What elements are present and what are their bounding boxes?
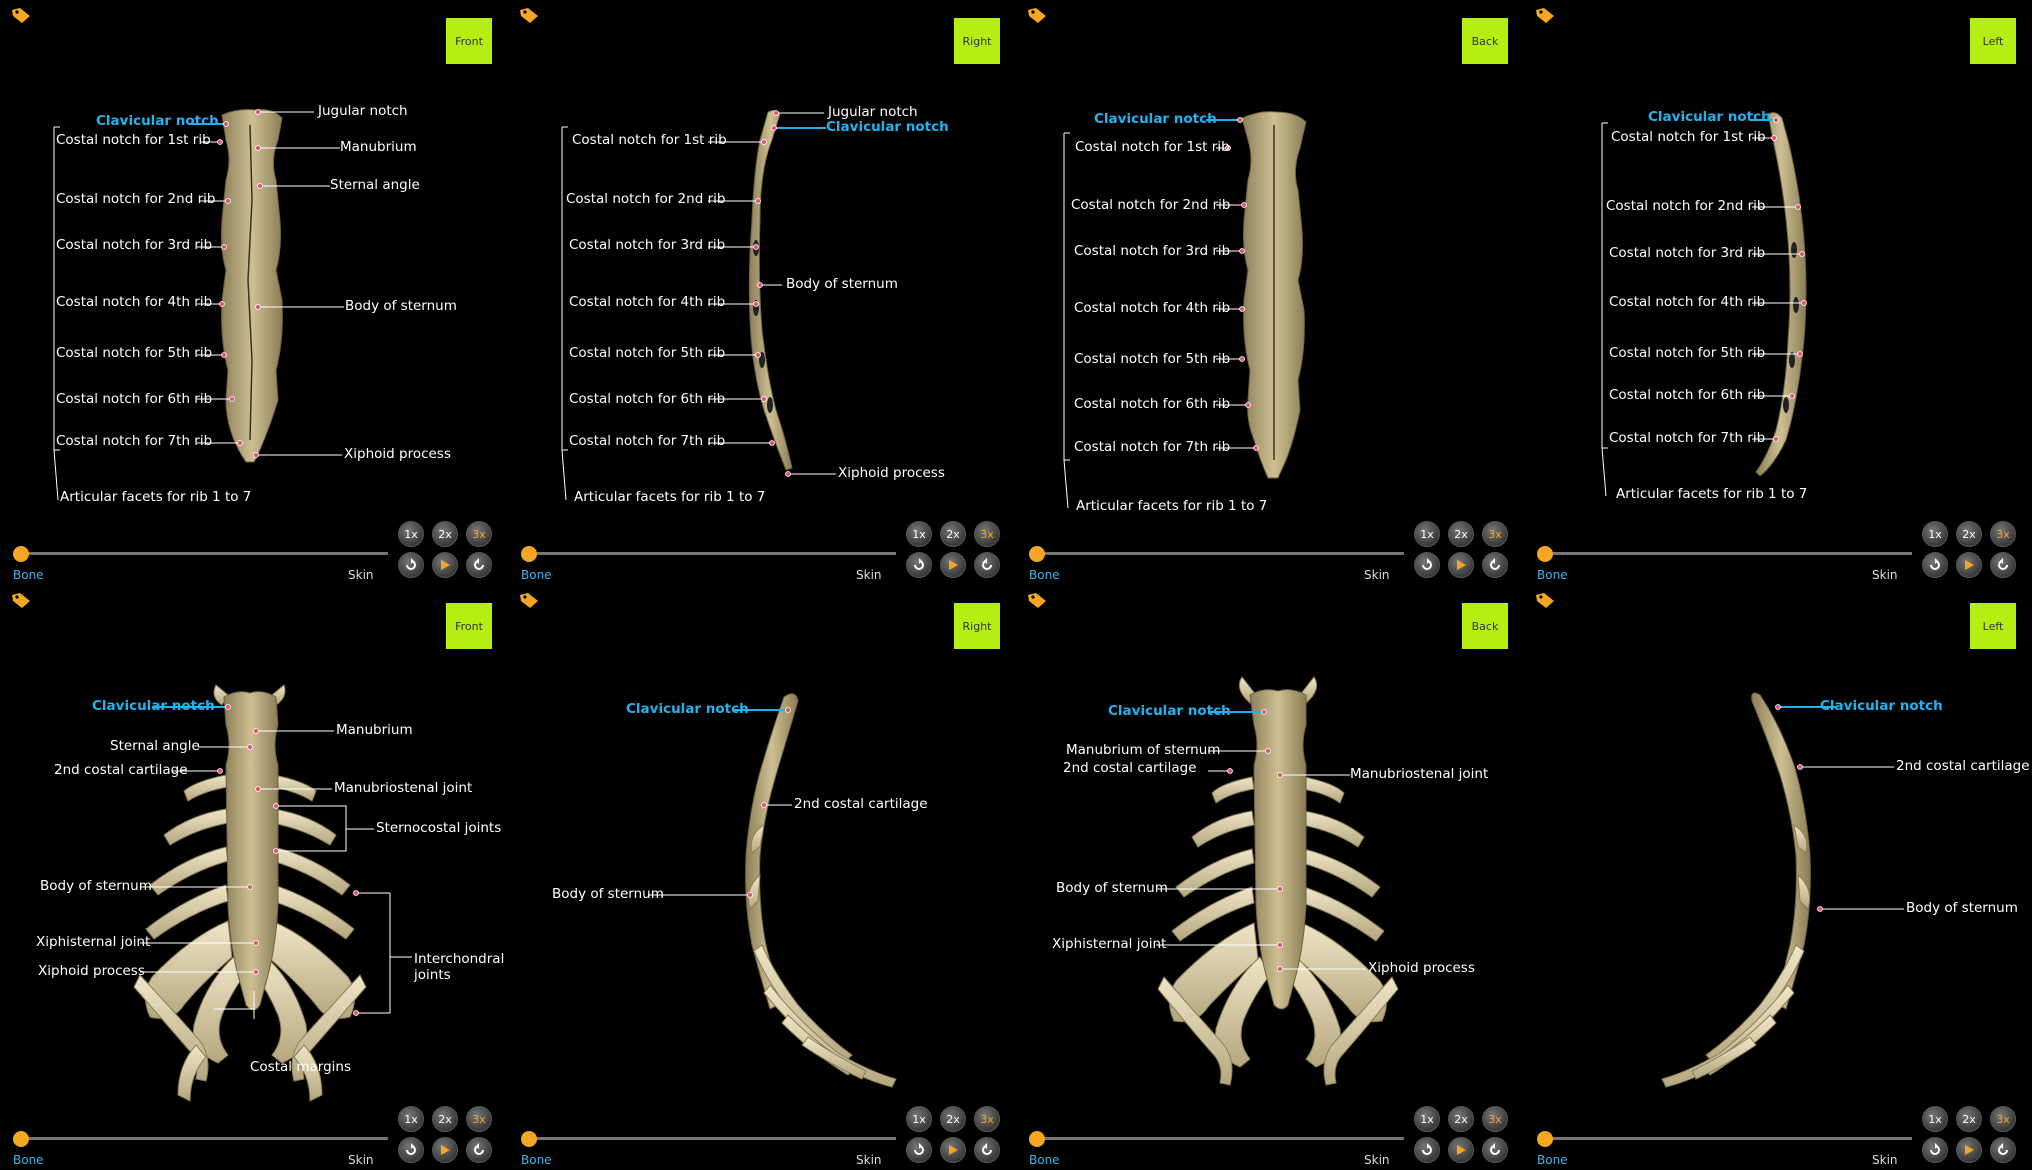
sternum-back-graphic	[1016, 0, 1524, 540]
layer-slider-track[interactable]	[1032, 1137, 1404, 1140]
rotate-left-icon	[1420, 1143, 1434, 1157]
play-icon	[438, 1143, 452, 1157]
label-costal-notch-3: Costal notch for 3rd rib	[1074, 243, 1231, 259]
label-xiphisternal-joint: Xiphisternal joint	[1052, 936, 1167, 952]
speed-3x-button[interactable]: 3x	[1482, 1106, 1508, 1132]
rotate-left-icon	[912, 1143, 926, 1157]
layer-slider-track[interactable]	[524, 552, 896, 555]
speed-1x-button[interactable]: 1x	[1414, 1106, 1440, 1132]
label-costal-notch-7: Costal notch for 7th rib	[56, 433, 213, 449]
thorax-left-graphic	[1524, 585, 2032, 1125]
label-jugular-notch: Jugular notch	[318, 103, 408, 119]
rotate-left-icon	[1928, 1143, 1942, 1157]
slider-skin-label: Skin	[1872, 1153, 1898, 1167]
label-interchondral-joints-line2: joints	[414, 967, 451, 983]
play-icon	[1962, 558, 1976, 572]
slider-bone-label: Bone	[13, 1153, 44, 1167]
play-button[interactable]	[432, 1137, 458, 1163]
speed-3x-button[interactable]: 3x	[466, 521, 492, 547]
rotate-left-icon	[1420, 558, 1434, 572]
thorax-front-graphic	[0, 585, 508, 1125]
rotate-right-button[interactable]	[1482, 1137, 1508, 1163]
label-costal-notch-4: Costal notch for 4th rib	[56, 294, 213, 310]
label-xiphoid-process: Xiphoid process	[1368, 960, 1475, 976]
label-body-of-sternum: Body of sternum	[552, 886, 664, 902]
label-2nd-costal-cartilage: 2nd costal cartilage	[54, 762, 188, 778]
label-costal-notch-4: Costal notch for 4th rib	[569, 294, 726, 310]
slider-skin-label: Skin	[856, 1153, 882, 1167]
layer-slider-track[interactable]	[16, 1137, 388, 1140]
speed-2x-button[interactable]: 2x	[1956, 521, 1982, 547]
panel-front-sternum	[0, 0, 508, 585]
view-left-button[interactable]: Left	[1970, 603, 2016, 649]
label-2nd-costal-cartilage: 2nd costal cartilage	[1063, 760, 1197, 776]
play-button[interactable]	[1956, 1137, 1982, 1163]
rotate-right-icon	[1996, 558, 2010, 572]
speed-1x-button[interactable]: 1x	[906, 1106, 932, 1132]
label-costal-notch-1: Costal notch for 1st rib	[56, 132, 211, 148]
play-button[interactable]	[940, 1137, 966, 1163]
rotate-left-button[interactable]	[906, 1137, 932, 1163]
label-body-of-sternum: Body of sternum	[40, 878, 152, 894]
label-costal-notch-7: Costal notch for 7th rib	[1609, 430, 1766, 446]
speed-2x-button[interactable]: 2x	[432, 1106, 458, 1132]
label-sternocostal-joints: Sternocostal joints	[376, 820, 502, 836]
view-left-button[interactable]: Left	[1970, 18, 2016, 64]
label-costal-notch-3: Costal notch for 3rd rib	[569, 237, 726, 253]
slider-bone-label: Bone	[521, 1153, 552, 1167]
rotate-right-icon	[980, 1143, 994, 1157]
play-icon	[946, 558, 960, 572]
panel-back-thorax	[1016, 585, 1524, 1170]
rotate-right-button[interactable]	[974, 1137, 1000, 1163]
play-button[interactable]	[1448, 552, 1474, 578]
rotate-right-icon	[472, 558, 486, 572]
play-icon	[1454, 1143, 1468, 1157]
play-button[interactable]	[432, 552, 458, 578]
rotate-right-icon	[1488, 558, 1502, 572]
sternum-left-graphic	[1524, 0, 2032, 540]
play-button[interactable]	[1956, 552, 1982, 578]
play-icon	[438, 558, 452, 572]
speed-3x-button[interactable]: 3x	[466, 1106, 492, 1132]
label-articular-facets: Articular facets for rib 1 to 7	[60, 489, 252, 505]
label-clavicular-notch: Clavicular notch	[626, 701, 749, 717]
label-costal-notch-1: Costal notch for 1st rib	[1611, 129, 1766, 145]
speed-2x-button[interactable]: 2x	[940, 521, 966, 547]
layer-slider-track[interactable]	[524, 1137, 896, 1140]
panel-right-sternum	[508, 0, 1016, 585]
slider-skin-label: Skin	[856, 568, 882, 582]
speed-3x-button[interactable]: 3x	[1482, 521, 1508, 547]
layer-slider-handle[interactable]	[13, 546, 29, 562]
label-costal-notch-3: Costal notch for 3rd rib	[1609, 245, 1766, 261]
slider-bone-label: Bone	[1029, 1153, 1060, 1167]
view-front-button[interactable]: Front	[446, 18, 492, 64]
view-front-button[interactable]: Front	[446, 603, 492, 649]
layer-slider-handle[interactable]	[1537, 1131, 1553, 1147]
speed-2x-button[interactable]: 2x	[1448, 521, 1474, 547]
play-button[interactable]	[1448, 1137, 1474, 1163]
label-articular-facets: Articular facets for rib 1 to 7	[1076, 498, 1268, 514]
slider-bone-label: Bone	[1537, 568, 1568, 582]
label-costal-notch-6: Costal notch for 6th rib	[1074, 396, 1231, 412]
label-costal-notch-6: Costal notch for 6th rib	[569, 391, 726, 407]
layer-slider-handle[interactable]	[13, 1131, 29, 1147]
slider-skin-label: Skin	[1364, 1153, 1390, 1167]
layer-slider-handle[interactable]	[521, 546, 537, 562]
rotate-left-icon	[1928, 558, 1942, 572]
label-articular-facets: Articular facets for rib 1 to 7	[1616, 486, 1808, 502]
label-body-of-sternum: Body of sternum	[345, 298, 457, 314]
rotate-right-button[interactable]	[1482, 552, 1508, 578]
label-costal-notch-1: Costal notch for 1st rib	[572, 132, 727, 148]
label-manubrium: Manubrium	[340, 139, 417, 155]
label-xiphoid-process: Xiphoid process	[38, 963, 145, 979]
speed-1x-button[interactable]: 1x	[398, 521, 424, 547]
label-costal-notch-6: Costal notch for 6th rib	[1609, 387, 1766, 403]
speed-3x-button[interactable]: 3x	[974, 1106, 1000, 1132]
label-costal-notch-5: Costal notch for 5th rib	[1609, 345, 1766, 361]
label-body-of-sternum: Body of sternum	[1906, 900, 2018, 916]
layer-slider-handle[interactable]	[1029, 1131, 1045, 1147]
rotate-right-button[interactable]	[974, 552, 1000, 578]
rotate-right-button[interactable]	[1990, 1137, 2016, 1163]
label-manubrium: Manubrium	[336, 722, 413, 738]
thorax-right-graphic	[508, 585, 1016, 1125]
label-2nd-costal-cartilage: 2nd costal cartilage	[1896, 758, 2030, 774]
label-costal-notch-2: Costal notch for 2nd rib	[566, 191, 726, 207]
label-clavicular-notch: Clavicular notch	[1820, 698, 1943, 714]
rotate-right-button[interactable]	[466, 1137, 492, 1163]
label-clavicular-notch: Clavicular notch	[1648, 109, 1771, 125]
speed-2x-button[interactable]: 2x	[940, 1106, 966, 1132]
slider-skin-label: Skin	[348, 1153, 374, 1167]
label-xiphoid-process: Xiphoid process	[344, 446, 451, 462]
play-icon	[1962, 1143, 1976, 1157]
play-icon	[946, 1143, 960, 1157]
slider-skin-label: Skin	[348, 568, 374, 582]
layer-slider-track[interactable]	[1540, 552, 1912, 555]
view-back-button[interactable]: Back	[1462, 18, 1508, 64]
label-xiphoid-process: Xiphoid process	[838, 465, 945, 481]
speed-2x-button[interactable]: 2x	[432, 521, 458, 547]
label-costal-notch-5: Costal notch for 5th rib	[569, 345, 726, 361]
speed-3x-button[interactable]: 3x	[1990, 1106, 2016, 1132]
slider-skin-label: Skin	[1364, 568, 1390, 582]
layer-slider-track[interactable]	[16, 552, 388, 555]
play-button[interactable]	[940, 552, 966, 578]
rotate-left-button[interactable]	[1922, 552, 1948, 578]
label-costal-notch-2: Costal notch for 2nd rib	[1071, 197, 1231, 213]
speed-1x-button[interactable]: 1x	[906, 521, 932, 547]
label-manubriosternal-joint: Manubriostenal joint	[334, 780, 473, 796]
rotate-left-button[interactable]	[1414, 552, 1440, 578]
label-manubriosternal-joint: Manubriostenal joint	[1350, 766, 1489, 782]
speed-3x-button[interactable]: 3x	[974, 521, 1000, 547]
panel-front-thorax	[0, 585, 508, 1170]
label-articular-facets: Articular facets for rib 1 to 7	[574, 489, 766, 505]
speed-1x-button[interactable]: 1x	[398, 1106, 424, 1132]
rotate-left-button[interactable]	[906, 552, 932, 578]
rotate-left-button[interactable]	[398, 1137, 424, 1163]
rotate-left-button[interactable]	[1922, 1137, 1948, 1163]
panel-back-sternum	[1016, 0, 1524, 585]
label-interchondral-joints: Interchondral	[414, 951, 505, 967]
speed-3x-button[interactable]: 3x	[1990, 521, 2016, 547]
label-body-of-sternum: Body of sternum	[1056, 880, 1168, 896]
label-costal-notch-5: Costal notch for 5th rib	[1074, 351, 1231, 367]
slider-bone-label: Bone	[1537, 1153, 1568, 1167]
label-manubrium-of-sternum: Manubrium of sternum	[1066, 742, 1221, 758]
label-clavicular-notch: Clavicular notch	[96, 113, 219, 129]
label-xiphisternal-joint: Xiphisternal joint	[36, 934, 151, 950]
label-body-of-sternum: Body of sternum	[786, 276, 898, 292]
speed-1x-button[interactable]: 1x	[1414, 521, 1440, 547]
rotate-left-button[interactable]	[398, 552, 424, 578]
view-back-button[interactable]: Back	[1462, 603, 1508, 649]
rotate-right-icon	[472, 1143, 486, 1157]
label-costal-notch-2: Costal notch for 2nd rib	[56, 191, 216, 207]
label-costal-notch-4: Costal notch for 4th rib	[1074, 300, 1231, 316]
layer-slider-handle[interactable]	[521, 1131, 537, 1147]
rotate-left-icon	[912, 558, 926, 572]
label-costal-notch-1: Costal notch for 1st rib	[1075, 139, 1230, 155]
label-sternal-angle: Sternal angle	[330, 177, 420, 193]
rotate-right-icon	[1488, 1143, 1502, 1157]
speed-2x-button[interactable]: 2x	[1956, 1106, 1982, 1132]
play-icon	[1454, 558, 1468, 572]
label-costal-notch-7: Costal notch for 7th rib	[1074, 439, 1231, 455]
label-costal-notch-2: Costal notch for 2nd rib	[1606, 198, 1766, 214]
rotate-left-icon	[404, 558, 418, 572]
rotate-left-icon	[404, 1143, 418, 1157]
speed-1x-button[interactable]: 1x	[1922, 1106, 1948, 1132]
panel-right-thorax	[508, 585, 1016, 1170]
slider-skin-label: Skin	[1872, 568, 1898, 582]
layer-slider-track[interactable]	[1540, 1137, 1912, 1140]
label-2nd-costal-cartilage: 2nd costal cartilage	[794, 796, 928, 812]
label-costal-notch-3: Costal notch for 3rd rib	[56, 237, 213, 253]
thorax-back-graphic	[1016, 585, 1524, 1125]
label-costal-notch-5: Costal notch for 5th rib	[56, 345, 213, 361]
view-right-button[interactable]: Right	[954, 18, 1000, 64]
slider-bone-label: Bone	[1029, 568, 1060, 582]
label-costal-margins: Costal margins	[250, 1059, 351, 1075]
rotate-right-icon	[980, 558, 994, 572]
view-right-button[interactable]: Right	[954, 603, 1000, 649]
speed-1x-button[interactable]: 1x	[1922, 521, 1948, 547]
slider-bone-label: Bone	[521, 568, 552, 582]
label-costal-notch-6: Costal notch for 6th rib	[56, 391, 213, 407]
layer-slider-handle[interactable]	[1029, 546, 1045, 562]
label-jugular-notch: Jugular notch	[828, 104, 918, 120]
rotate-right-button[interactable]	[1990, 552, 2016, 578]
label-costal-notch-4: Costal notch for 4th rib	[1609, 294, 1766, 310]
label-clavicular-notch: Clavicular notch	[1094, 111, 1217, 127]
label-sternal-angle: Sternal angle	[110, 738, 200, 754]
rotate-right-button[interactable]	[466, 552, 492, 578]
label-clavicular-notch: Clavicular notch	[92, 698, 215, 714]
layer-slider-track[interactable]	[1032, 552, 1404, 555]
rotate-right-icon	[1996, 1143, 2010, 1157]
label-clavicular-notch: Clavicular notch	[826, 119, 949, 135]
label-clavicular-notch: Clavicular notch	[1108, 703, 1231, 719]
layer-slider-handle[interactable]	[1537, 546, 1553, 562]
panel-left-thorax	[1524, 585, 2032, 1170]
rotate-left-button[interactable]	[1414, 1137, 1440, 1163]
sternum-right-graphic	[508, 0, 1016, 540]
speed-2x-button[interactable]: 2x	[1448, 1106, 1474, 1132]
panel-left-sternum	[1524, 0, 2032, 585]
slider-bone-label: Bone	[13, 568, 44, 582]
label-costal-notch-7: Costal notch for 7th rib	[569, 433, 726, 449]
